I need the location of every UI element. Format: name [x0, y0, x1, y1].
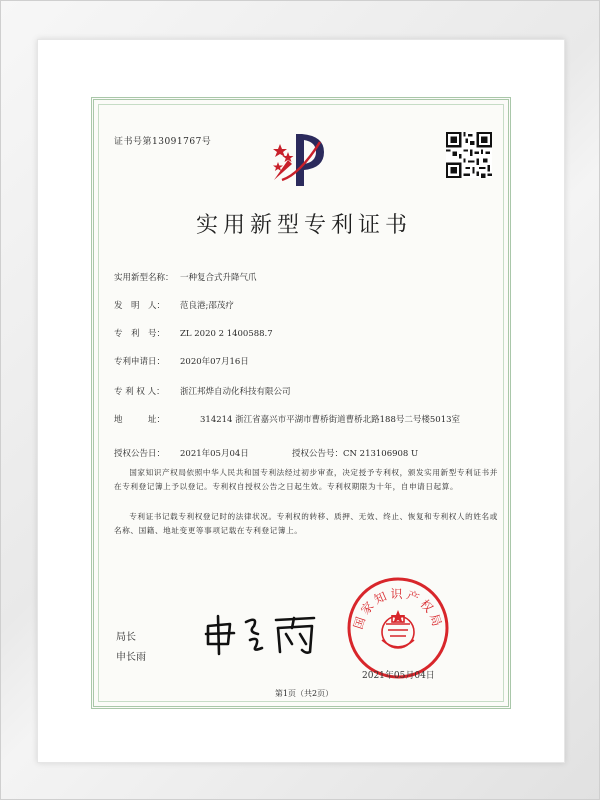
field-label: 实用新型名称： — [114, 273, 174, 283]
field-label: 授权公告号： — [292, 449, 344, 459]
field-address — [114, 414, 504, 440]
field-label: 发 明 人： — [114, 301, 166, 311]
field-value: 一种复合式升降气爪 — [180, 273, 257, 283]
field-value: 浙江邦烨自动化科技有限公司 — [180, 387, 291, 397]
field-value: CN 213106908 U — [343, 449, 419, 459]
legal-status-paragraph: 专利证书记载专利权登记时的法律状况。专利权的转移、质押、无效、终止、恢复和专利权人的姓名或名称、国籍、地址变更等事项记载在专利登记簿上。 — [114, 512, 498, 535]
field-grant-date — [114, 448, 249, 460]
field-label: 授权公告日： — [114, 449, 166, 459]
field-label: 专利申请日： — [114, 357, 166, 367]
field-label: 专 利 权 人： — [114, 387, 165, 397]
seal-date: 2021年05月04日 — [362, 671, 435, 681]
field-value: ZL 2020 2 1400588.7 — [180, 329, 273, 339]
field-patent-number — [114, 328, 273, 340]
official-seal-icon — [346, 576, 450, 680]
field-patentee — [114, 386, 291, 398]
field-utility-model-name — [114, 272, 257, 284]
certificate-title: 实用新型专利证书 — [195, 213, 412, 238]
cnipa-logo-icon — [270, 130, 330, 188]
field-label: 专 利 号： — [114, 329, 166, 339]
field-label: 地 址： — [114, 415, 166, 425]
signature-icon — [202, 612, 322, 656]
field-value: 2021年05月04日 — [180, 449, 249, 459]
official-name: 申长雨 — [116, 652, 146, 663]
qr-code-icon — [446, 132, 492, 178]
field-value: 范良港;邵茂疗 — [180, 301, 234, 311]
field-application-date — [114, 356, 249, 368]
patent-certificate — [91, 97, 511, 709]
field-announcement-number — [292, 448, 418, 460]
field-inventors — [114, 300, 234, 312]
official-title: 局长 — [116, 632, 136, 643]
field-value: 2020年07月16日 — [180, 357, 249, 367]
page-number: 第1页（共2页） — [274, 689, 334, 698]
certificate-number: 证书号第13091767号 — [114, 137, 212, 147]
grant-paragraph: 国家知识产权局依照中华人民共和国专利法经过初步审查，决定授予专利权，颁发实用新型专利证书并在专利登记簿上予以登记。专利权自授权公告之日起生效。专利权期限为十年，自申请日起算。 — [114, 468, 498, 491]
svg-text:国家知识产权局: 国家知识产权局 — [350, 587, 446, 631]
field-value: 314214 浙江省嘉兴市平湖市曹桥街道曹桥北路188号二号楼5013室 — [200, 415, 461, 425]
